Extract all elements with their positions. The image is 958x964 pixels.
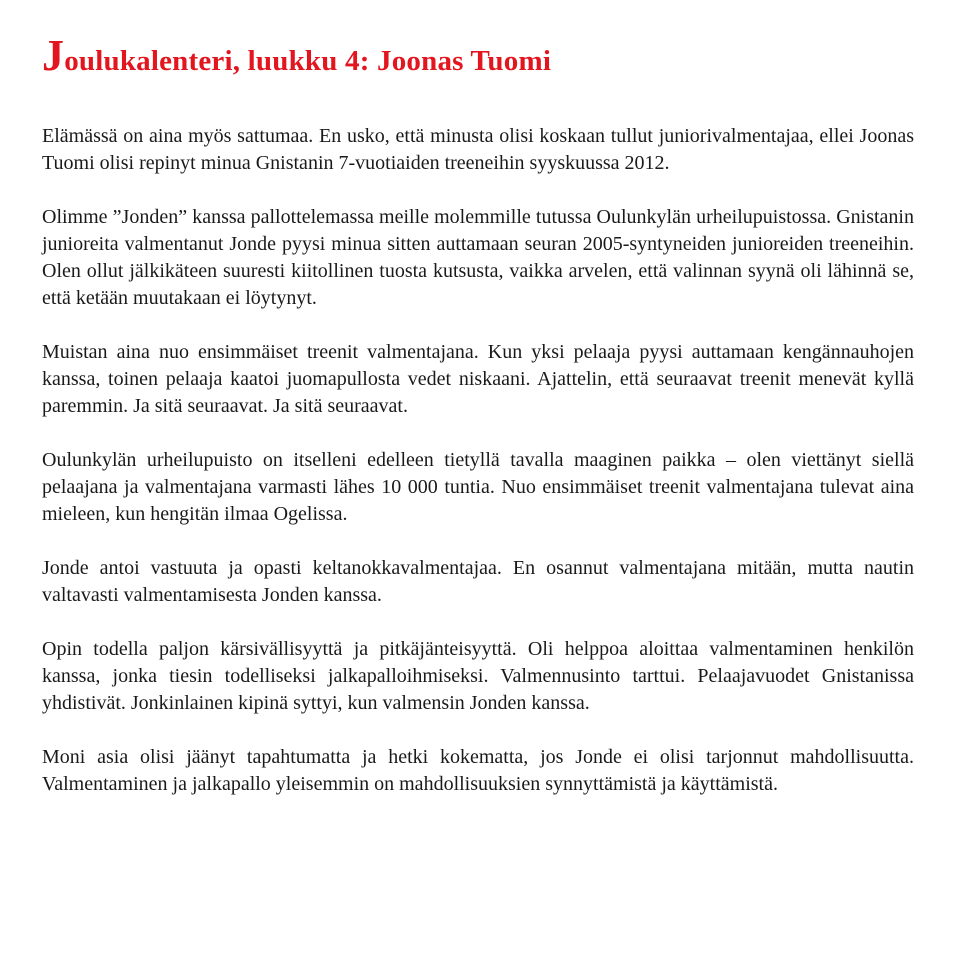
paragraph-7: Moni asia olisi jäänyt tapahtumatta ja hetki kokematta, jos Jonde ei olisi tarjonnut mahdollisuutta. Valmentaminen ja jalkapallo yleisemmin on mahdollisuuksien synnyttämistä ja käyttämistä. <box>42 746 914 795</box>
article-title <box>42 31 914 81</box>
paragraph-5: Jonde antoi vastuuta ja opasti keltanokkavalmentajaa. En osannut valmentajana mitään, mutta nautin valtavasti valmentamisesta Jonden kanssa. <box>42 557 914 606</box>
article-body <box>42 123 914 798</box>
article <box>42 31 914 825</box>
title-text: oulukalenteri, luukku 4: Joonas Tuomi <box>64 45 552 77</box>
paragraph-3: Muistan aina nuo ensimmäiset treenit valmentajana. Kun yksi pelaaja pyysi auttamaan kengännauhojen kanssa, toinen pelaaja kaatoi juomapullosta vedet niskaani. Ajattelin, että seuraavat treenit menevät kyllä paremmin. Ja sitä seuraavat. Ja sitä seuraavat. <box>42 341 914 417</box>
paragraph-2: Olimme ”Jonden” kanssa pallottelemassa meille molemmille tutussa Oulunkylän urheilupuistossa. Gnistanin junioreita valmentanut Jonde pyysi minua sitten auttamaan seuran 2005-syntyneiden junioreiden treeneihin. Olen ollut jälkikäteen suuresti kiitollinen tuosta kutsusta, vaikka arvelen, että valinnan syynä oli lähinnä se, että ketään muutakaan ei löytynyt. <box>42 206 914 309</box>
paragraph-1: Elämässä on aina myös sattumaa. En usko, että minusta olisi koskaan tullut juniorivalmentajaa, ellei Joonas Tuomi olisi repinyt minua Gnistanin 7-vuotiaiden treeneihin syyskuussa 2012. <box>42 125 914 174</box>
paragraph-6: Opin todella paljon kärsivällisyyttä ja pitkäjänteisyyttä. Oli helppoa aloittaa valmentaminen henkilön kanssa, jonka tiesin todelliseksi jalkapalloihmiseksi. Valmennusinto tarttui. Pelaajavuodet Gnistanissa yhdistivät. Jonkinlainen kipinä syttyi, kun valmensin Jonden kanssa. <box>42 638 914 714</box>
paragraph-4: Oulunkylän urheilupuisto on itselleni edelleen tietyllä tavalla maaginen paikka – olen viettänyt siellä pelaajana ja valmentajana varmasti lähes 10 000 tuntia. Nuo ensimmäiset treenit valmentajana tulevat aina mieleen, kun hengitän ilmaa Ogelissa. <box>42 449 914 525</box>
title-initial: J <box>42 31 65 80</box>
